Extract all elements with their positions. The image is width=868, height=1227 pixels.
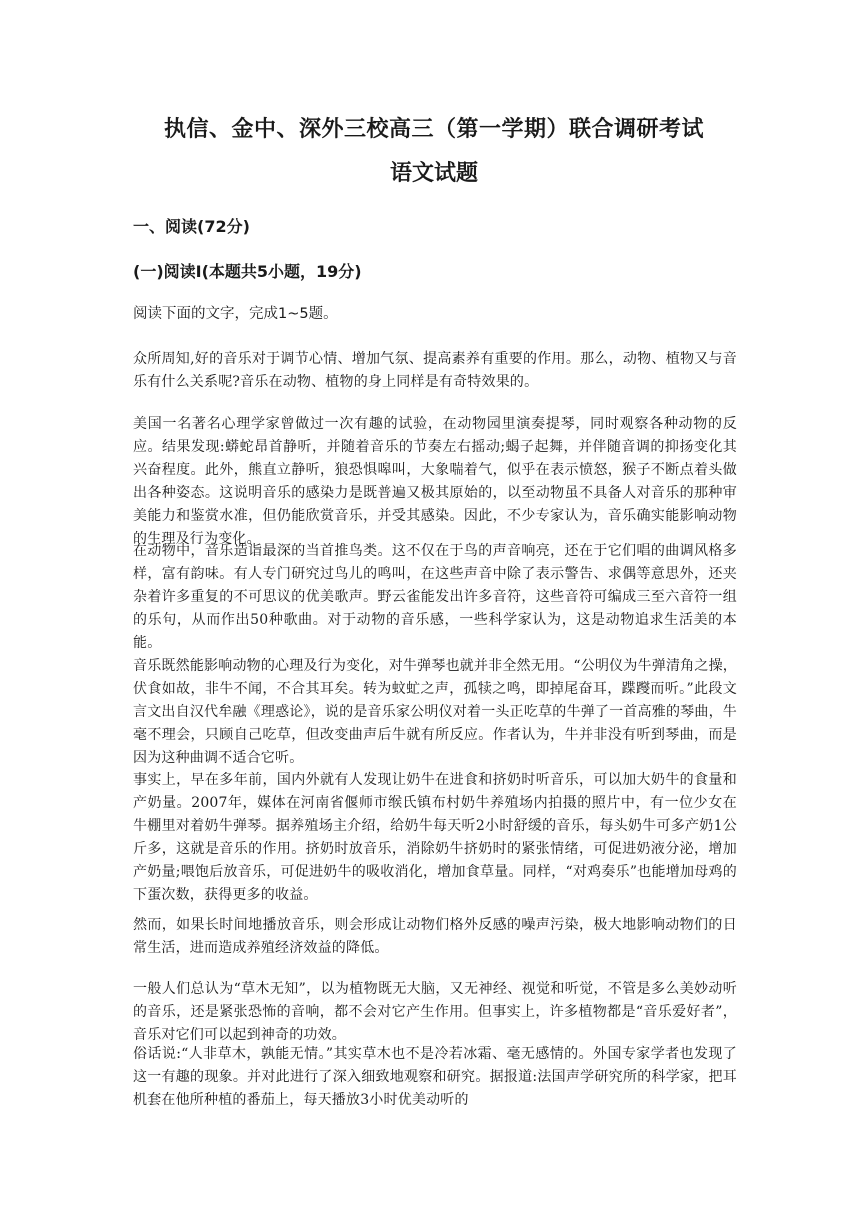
passage-paragraph-1: 众所周知,好的音乐对于调节心情、增加气氛、提高素养有重要的作用。那么，动物、植物又与音乐有什么关系呢?音乐在动物、植物的身上同样是有奇特效果的。 [133, 351, 737, 390]
subsection-heading: (一)阅读Ⅰ(本题共5小题，19分) [133, 262, 362, 281]
passage-paragraph-5: 事实上，早在多年前，国内外就有人发现让奶牛在进食和挤奶时听音乐，可以加大奶牛的食量和产奶量。2007年，媒体在河南省偃师市缑氏镇布村奶牛养殖场内拍摄的照片中，有一位少女在牛棚里对着奶牛弹琴。据养殖场主介绍，给奶牛每天听2小时舒缓的音乐，每头奶牛可多产奶1公斤多，这就是音乐的作用。挤奶时放音乐，消除奶牛挤奶时的紧张情绪，可促进奶液分泌，增加产奶量;喂饱后放音乐，可促进奶牛的吸收消化，增加食草量。同样，“对鸡奏乐”也能增加母鸡的下蛋次数，获得更多的收益。 [133, 772, 737, 903]
section-heading: 一、阅读(72分) [133, 217, 250, 236]
passage-paragraph-6: 然而，如果长时间地播放音乐，则会形成让动物们格外反感的噪声污染，极大地影响动物们的日常生活，进而造成养殖经济效益的降低。 [133, 917, 737, 956]
passage-paragraph-8: 俗话说:“人非草木，孰能无情。”其实草木也不是冷若冰霜、毫无感情的。外国专家学者也发现了这一有趣的现象。并对此进行了深入细致地观察和研究。据报道:法国声学研究所的科学家，把耳机套在他所种植的番茄上，每天播放3小时优美动听的 [133, 1046, 737, 1108]
exam-title: 执信、金中、深外三校高三（第一学期）联合调研考试 [163, 117, 704, 142]
passage-paragraph-2: 美国一名著名心理学家曾做过一次有趣的试验，在动物园里演奏提琴，同时观察各种动物的反应。结果发现:蟒蛇昂首静听，并随着音乐的节奏左右摇动;蝎子起舞，并伴随音调的抑扬变化其兴奋程度。此外，熊直立静听，狼恐惧嗥叫，大象喘着气，似乎在表示愤怒，猴子不断点着头做出各种姿态。这说明音乐的感染力是既普遍又极其原始的，以至动物虽不具备人对音乐的那种审美能力和鉴赏水准，但仍能欣赏音乐，并受其感染。因此，不少专家认为，音乐确实能影响动物的生理及行为变化。 [133, 416, 737, 547]
instruction-text: 阅读下面的文字，完成1~5题。 [133, 306, 338, 322]
passage-paragraph-7: 一般人们总认为“草木无知”，以为植物既无大脑，又无神经、视觉和听觉，不管是多么美妙动听的音乐，还是紧张恐怖的音响，都不会对它产生作用。但事实上，许多植物都是“音乐爱好者”，音乐对它们可以起到神奇的功效。 [133, 981, 737, 1043]
passage-paragraph-3: 在动物中，音乐造诣最深的当首推鸟类。这不仅在于鸟的声音响亮，还在于它们唱的曲调风格多样，富有韵味。有人专门研究过鸟儿的鸣叫，在这些声音中除了表示警告、求偶等意思外，还夹杂着许多重复的不可思议的优美歌声。野云雀能发出许多音符，这些音符可编成三至六音符一组的乐句，从而作出50种歌曲。对于动物的音乐感，一些科学家认为，这是动物追求生活美的本能。 [133, 543, 737, 651]
exam-subtitle: 语文试题 [389, 161, 478, 186]
passage-paragraph-4: 音乐既然能影响动物的心理及行为变化，对牛弹琴也就并非全然无用。“公明仪为牛弹清角之操，伏食如故，非牛不闻，不合其耳矣。转为蚊虻之声，孤犊之鸣，即掉尾奋耳，蹀躞而听。”此段文言文出自汉代牟融《理惑论》，说的是音乐家公明仪对着一头正吃草的牛弹了一首高雅的琴曲，牛毫不理会，只顾自己吃草，但改变曲声后牛就有所反应。作者认为，牛并非没有听到琴曲，而是因为这种曲调不适合它听。 [133, 658, 737, 766]
